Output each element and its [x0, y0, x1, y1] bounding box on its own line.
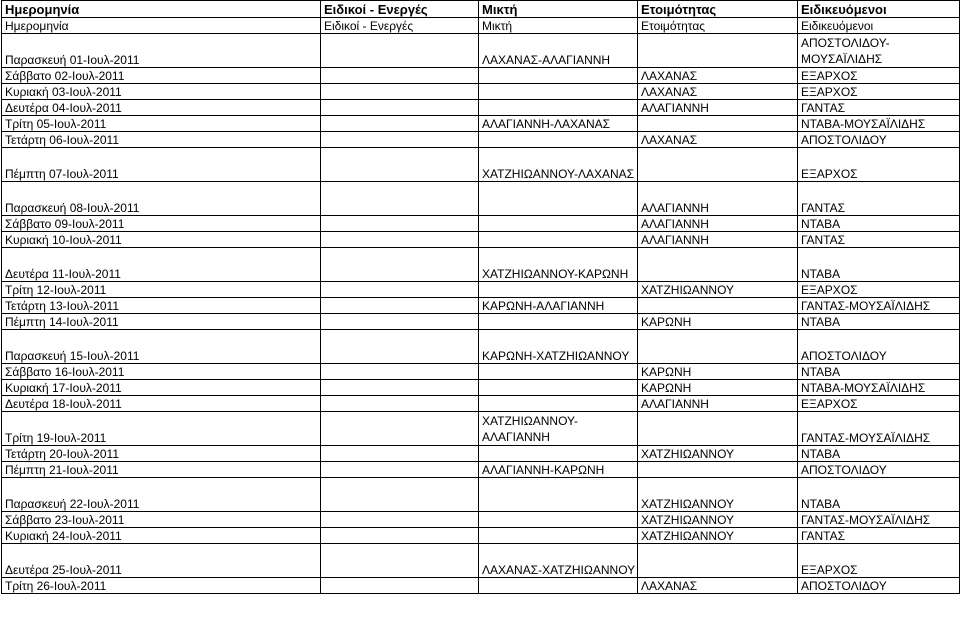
cell-specialists-active: [321, 446, 479, 462]
header-specialists-active: Ειδικοί - Ενεργές: [321, 1, 479, 18]
table-row: [2, 446, 960, 462]
cell-mixed: ΧΑΤΖΗΙΩΑΝΝΟΥ-ΛΑΧΑΝΑΣ: [479, 148, 638, 182]
table-row: [2, 68, 960, 84]
subheader-mixed: Μικτή: [479, 18, 638, 34]
cell-date: Τετάρτη 06-Ιουλ-2011: [2, 132, 321, 148]
cell-standby: ΛΑΧΑΝΑΣ: [638, 132, 798, 148]
subheader-row: [2, 18, 960, 34]
subheader-date: Ημερομηνία: [2, 18, 321, 34]
table-row: [2, 298, 960, 314]
cell-date: Δευτέρα 18-Ιουλ-2011: [2, 396, 321, 412]
cell-date: Πέμπτη 21-Ιουλ-2011: [2, 462, 321, 478]
cell-specialists-active: [321, 478, 479, 512]
cell-specialists-active: [321, 462, 479, 478]
cell-specialists-active: [321, 232, 479, 248]
cell-residents: ΑΠΟΣΤΟΛΙΔΟΥ-ΜΟΥΣΑΪΛΙΔΗΣ: [798, 34, 960, 68]
table-row: [2, 330, 960, 364]
header-date: Ημερομηνία: [2, 1, 321, 18]
table-row: [2, 380, 960, 396]
cell-residents: ΝΤΑΒΑ-ΜΟΥΣΑΪΛΙΔΗΣ: [798, 380, 960, 396]
cell-mixed: [479, 528, 638, 544]
cell-mixed: [479, 84, 638, 100]
table-row: [2, 100, 960, 116]
cell-date: Σάββατο 09-Ιουλ-2011: [2, 216, 321, 232]
cell-residents: ΓΑΝΤΑΣ-ΜΟΥΣΑΪΛΙΔΗΣ: [798, 412, 960, 446]
header-mixed: Μικτή: [479, 1, 638, 18]
cell-mixed: [479, 578, 638, 594]
table-row: [2, 578, 960, 594]
cell-date: Τρίτη 05-Ιουλ-2011: [2, 116, 321, 132]
cell-date: Πέμπτη 14-Ιουλ-2011: [2, 314, 321, 330]
cell-specialists-active: [321, 314, 479, 330]
cell-date: Παρασκευή 08-Ιουλ-2011: [2, 182, 321, 216]
cell-residents: ΝΤΑΒΑ: [798, 314, 960, 330]
cell-standby: [638, 462, 798, 478]
cell-specialists-active: [321, 330, 479, 364]
cell-specialists-active: [321, 116, 479, 132]
table-row: [2, 182, 960, 216]
cell-date: Παρασκευή 15-Ιουλ-2011: [2, 330, 321, 364]
cell-date: Τετάρτη 20-Ιουλ-2011: [2, 446, 321, 462]
cell-standby: [638, 248, 798, 282]
cell-specialists-active: [321, 132, 479, 148]
cell-residents: ΕΞΑΡΧΟΣ: [798, 396, 960, 412]
cell-residents: ΝΤΑΒΑ: [798, 364, 960, 380]
table-row: [2, 462, 960, 478]
cell-specialists-active: [321, 512, 479, 528]
table-row: [2, 478, 960, 512]
table-row: [2, 248, 960, 282]
cell-date: Τρίτη 12-Ιουλ-2011: [2, 282, 321, 298]
cell-residents: ΓΑΝΤΑΣ: [798, 100, 960, 116]
cell-standby: ΑΛΑΓΙΑΝΝΗ: [638, 232, 798, 248]
cell-specialists-active: [321, 544, 479, 578]
table-row: [2, 282, 960, 298]
cell-date: Δευτέρα 04-Ιουλ-2011: [2, 100, 321, 116]
cell-standby: ΧΑΤΖΗΙΩΑΝΝΟΥ: [638, 446, 798, 462]
cell-residents: ΕΞΑΡΧΟΣ: [798, 282, 960, 298]
table-row: [2, 544, 960, 578]
cell-standby: ΧΑΤΖΗΙΩΑΝΝΟΥ: [638, 512, 798, 528]
cell-date: Κυριακή 17-Ιουλ-2011: [2, 380, 321, 396]
cell-date: Κυριακή 24-Ιουλ-2011: [2, 528, 321, 544]
table-row: [2, 34, 960, 68]
cell-residents: ΓΑΝΤΑΣ: [798, 528, 960, 544]
cell-mixed: [479, 100, 638, 116]
table-body: [2, 18, 960, 594]
cell-date: Τρίτη 19-Ιουλ-2011: [2, 412, 321, 446]
cell-mixed: ΚΑΡΩΝΗ-ΧΑΤΖΗΙΩΑΝΝΟΥ: [479, 330, 638, 364]
cell-specialists-active: [321, 148, 479, 182]
cell-specialists-active: [321, 100, 479, 116]
cell-residents: ΕΞΑΡΧΟΣ: [798, 84, 960, 100]
cell-standby: ΑΛΑΓΙΑΝΝΗ: [638, 216, 798, 232]
cell-mixed: [479, 132, 638, 148]
cell-residents: ΝΤΑΒΑ: [798, 248, 960, 282]
cell-standby: ΧΑΤΖΗΙΩΑΝΝΟΥ: [638, 282, 798, 298]
cell-standby: [638, 412, 798, 446]
table-header: [2, 1, 960, 18]
cell-standby: ΛΑΧΑΝΑΣ: [638, 84, 798, 100]
cell-date: Τρίτη 26-Ιουλ-2011: [2, 578, 321, 594]
cell-date: Πέμπτη 07-Ιουλ-2011: [2, 148, 321, 182]
cell-residents: ΓΑΝΤΑΣ-ΜΟΥΣΑΪΛΙΔΗΣ: [798, 298, 960, 314]
cell-standby: ΛΑΧΑΝΑΣ: [638, 68, 798, 84]
header-standby: Ετοιμότητας: [638, 1, 798, 18]
table-row: [2, 396, 960, 412]
table-row: [2, 84, 960, 100]
cell-date: Σάββατο 16-Ιουλ-2011: [2, 364, 321, 380]
cell-specialists-active: [321, 364, 479, 380]
cell-specialists-active: [321, 34, 479, 68]
cell-mixed: [479, 216, 638, 232]
cell-specialists-active: [321, 216, 479, 232]
cell-mixed: [479, 364, 638, 380]
cell-specialists-active: [321, 578, 479, 594]
cell-mixed: ΑΛΑΓΙΑΝΝΗ-ΛΑΧΑΝΑΣ: [479, 116, 638, 132]
cell-standby: [638, 116, 798, 132]
cell-mixed: [479, 282, 638, 298]
cell-mixed: ΛΑΧΑΝΑΣ-ΑΛΑΓΙΑΝΝΗ: [479, 34, 638, 68]
cell-standby: ΑΛΑΓΙΑΝΝΗ: [638, 396, 798, 412]
cell-residents: ΓΑΝΤΑΣ: [798, 182, 960, 216]
cell-standby: [638, 148, 798, 182]
table-row: [2, 512, 960, 528]
cell-mixed: [479, 478, 638, 512]
cell-standby: [638, 34, 798, 68]
cell-date: Κυριακή 03-Ιουλ-2011: [2, 84, 321, 100]
table-row: [2, 314, 960, 330]
table-row: [2, 148, 960, 182]
cell-residents: ΝΤΑΒΑ: [798, 478, 960, 512]
cell-mixed: [479, 232, 638, 248]
cell-mixed: ΑΛΑΓΙΑΝΝΗ-ΚΑΡΩΝΗ: [479, 462, 638, 478]
header-row: [2, 1, 960, 18]
cell-mixed: [479, 182, 638, 216]
table-row: [2, 132, 960, 148]
cell-date: Δευτέρα 25-Ιουλ-2011: [2, 544, 321, 578]
cell-date: Τετάρτη 13-Ιουλ-2011: [2, 298, 321, 314]
cell-specialists-active: [321, 282, 479, 298]
cell-standby: ΚΑΡΩΝΗ: [638, 364, 798, 380]
cell-specialists-active: [321, 68, 479, 84]
table-row: [2, 364, 960, 380]
subheader-specialists-active: Ειδικοί - Ενεργές: [321, 18, 479, 34]
cell-mixed: [479, 396, 638, 412]
cell-mixed: ΧΑΤΖΗΙΩΑΝΝΟΥ-ΚΑΡΩΝΗ: [479, 248, 638, 282]
cell-date: Δευτέρα 11-Ιουλ-2011: [2, 248, 321, 282]
cell-residents: ΓΑΝΤΑΣ: [798, 232, 960, 248]
cell-standby: ΚΑΡΩΝΗ: [638, 314, 798, 330]
subheader-standby: Ετοιμότητας: [638, 18, 798, 34]
cell-standby: ΛΑΧΑΝΑΣ: [638, 578, 798, 594]
header-residents: Ειδικευόμενοι: [798, 1, 960, 18]
cell-residents: ΝΤΑΒΑ: [798, 216, 960, 232]
cell-residents: ΑΠΟΣΤΟΛΙΔΟΥ: [798, 462, 960, 478]
cell-specialists-active: [321, 528, 479, 544]
cell-mixed: [479, 68, 638, 84]
cell-standby: ΚΑΡΩΝΗ: [638, 380, 798, 396]
cell-standby: [638, 298, 798, 314]
cell-specialists-active: [321, 84, 479, 100]
cell-date: Σάββατο 23-Ιουλ-2011: [2, 512, 321, 528]
cell-mixed: ΚΑΡΩΝΗ-ΑΛΑΓΙΑΝΝΗ: [479, 298, 638, 314]
cell-residents: ΝΤΑΒΑ: [798, 446, 960, 462]
cell-specialists-active: [321, 412, 479, 446]
cell-residents: ΕΞΑΡΧΟΣ: [798, 544, 960, 578]
cell-residents: ΓΑΝΤΑΣ-ΜΟΥΣΑΪΛΙΔΗΣ: [798, 512, 960, 528]
cell-standby: ΑΛΑΓΙΑΝΝΗ: [638, 100, 798, 116]
cell-residents: ΕΞΑΡΧΟΣ: [798, 148, 960, 182]
cell-date: Παρασκευή 01-Ιουλ-2011: [2, 34, 321, 68]
schedule-table: [1, 0, 960, 594]
table-row: [2, 412, 960, 446]
cell-mixed: ΧΑΤΖΗΙΩΑΝΝΟΥ-ΑΛΑΓΙΑΝΝΗ: [479, 412, 638, 446]
cell-standby: ΧΑΤΖΗΙΩΑΝΝΟΥ: [638, 528, 798, 544]
cell-date: Σάββατο 02-Ιουλ-2011: [2, 68, 321, 84]
table-row: [2, 528, 960, 544]
cell-standby: [638, 330, 798, 364]
cell-specialists-active: [321, 298, 479, 314]
cell-residents: ΕΞΑΡΧΟΣ: [798, 68, 960, 84]
cell-standby: ΑΛΑΓΙΑΝΝΗ: [638, 182, 798, 216]
cell-residents: ΝΤΑΒΑ-ΜΟΥΣΑΪΛΙΔΗΣ: [798, 116, 960, 132]
cell-specialists-active: [321, 248, 479, 282]
cell-specialists-active: [321, 182, 479, 216]
cell-date: Κυριακή 10-Ιουλ-2011: [2, 232, 321, 248]
cell-mixed: [479, 380, 638, 396]
table-row: [2, 216, 960, 232]
subheader-residents: Ειδικευόμενοι: [798, 18, 960, 34]
cell-mixed: ΛΑΧΑΝΑΣ-ΧΑΤΖΗΙΩΑΝΝΟΥ: [479, 544, 638, 578]
cell-residents: ΑΠΟΣΤΟΛΙΔΟΥ: [798, 132, 960, 148]
cell-specialists-active: [321, 396, 479, 412]
cell-specialists-active: [321, 380, 479, 396]
cell-mixed: [479, 512, 638, 528]
cell-residents: ΑΠΟΣΤΟΛΙΔΟΥ: [798, 330, 960, 364]
cell-standby: [638, 544, 798, 578]
table-row: [2, 232, 960, 248]
cell-residents: ΑΠΟΣΤΟΛΙΔΟΥ: [798, 578, 960, 594]
cell-mixed: [479, 314, 638, 330]
cell-date: Παρασκευή 22-Ιουλ-2011: [2, 478, 321, 512]
cell-mixed: [479, 446, 638, 462]
table-row: [2, 116, 960, 132]
cell-standby: ΧΑΤΖΗΙΩΑΝΝΟΥ: [638, 478, 798, 512]
